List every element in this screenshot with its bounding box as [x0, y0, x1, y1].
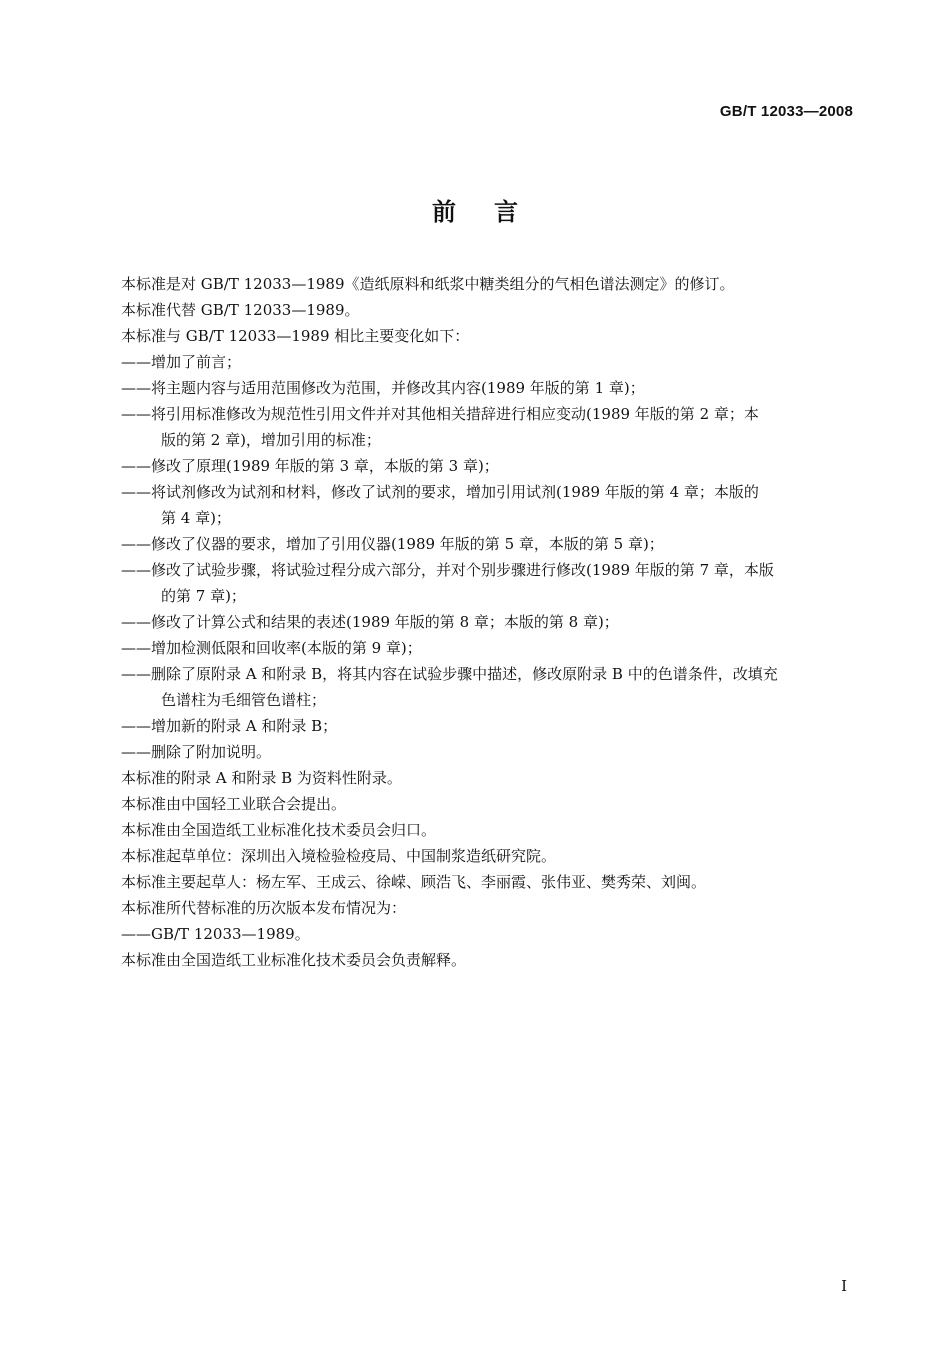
foreword-line: 本标准与 GB/T 12033—1989 相比主要变化如下： [121, 327, 470, 345]
foreword-line: 本标准起草单位：深圳出入境检验检疫局、中国制浆造纸研究院。 [121, 847, 557, 865]
foreword-line: ——修改了原理(1989 年版的第 3 章，本版的第 3 章)； [121, 457, 499, 475]
foreword-line: 第 4 章)； [161, 509, 231, 527]
foreword-line: 本标准代替 GB/T 12033—1989。 [121, 301, 360, 319]
page-title: 前言 [432, 198, 556, 226]
foreword-line: 本标准是对 GB/T 12033—1989《造纸原料和纸浆中糖类组分的气相色谱法测定》的修订。 [121, 275, 735, 293]
foreword-line: 本标准由中国轻工业联合会提出。 [121, 795, 347, 813]
standard-number: GB/T 12033—2008 [719, 103, 853, 120]
foreword-line: ——修改了计算公式和结果的表述(1989 年版的第 8 章；本版的第 8 章)； [121, 613, 619, 631]
foreword-line: ——修改了试验步骤，将试验过程分成六部分，并对个别步骤进行修改(1989 年版的第 7 章，本版 [121, 561, 774, 579]
foreword-line: 的第 7 章)； [161, 587, 246, 605]
foreword-line: ——将试剂修改为试剂和材料，修改了试剂的要求，增加引用试剂(1989 年版的第 4 章；本版的 [121, 483, 759, 501]
foreword-line: ——删除了附加说明。 [121, 743, 272, 761]
page-number: I [841, 1277, 847, 1295]
foreword-line: ——删除了原附录 A 和附录 B，将其内容在试验步骤中描述，修改原附录 B 中的色谱条件，改填充 [121, 665, 778, 683]
foreword-line: 本标准的附录 A 和附录 B 为资料性附录。 [121, 769, 402, 787]
foreword-line: ——增加检测低限和回收率(本版的第 9 章)； [121, 639, 422, 657]
foreword-line: 本标准主要起草人：杨左军、王成云、徐嵘、顾浩飞、李丽霞、张伟亚、樊秀荣、刘闽。 [121, 873, 707, 891]
foreword-line: ——增加新的附录 A 和附录 B； [121, 717, 338, 735]
foreword-line: 本标准由全国造纸工业标准化技术委员会归口。 [121, 821, 437, 839]
foreword-line: 本标准由全国造纸工业标准化技术委员会负责解释。 [121, 951, 467, 969]
foreword-line: 本标准所代替标准的历次版本发布情况为： [121, 899, 407, 917]
foreword-line: 色谱柱为毛细管色谱柱； [161, 691, 327, 709]
foreword-line: ——将主题内容与适用范围修改为范围，并修改其内容(1989 年版的第 1 章)； [121, 379, 645, 397]
foreword-line: 版的第 2 章)，增加引用的标准； [161, 431, 381, 449]
foreword-body [121, 271, 859, 973]
foreword-line: ——修改了仪器的要求，增加了引用仪器(1989 年版的第 5 章，本版的第 5 章)； [121, 535, 664, 553]
foreword-line: ——将引用标准修改为规范性引用文件并对其他相关措辞进行相应变动(1989 年版的第 2 章；本 [121, 405, 759, 423]
foreword-line: ——GB/T 12033—1989。 [121, 925, 310, 943]
foreword-line: ——增加了前言； [121, 353, 242, 371]
